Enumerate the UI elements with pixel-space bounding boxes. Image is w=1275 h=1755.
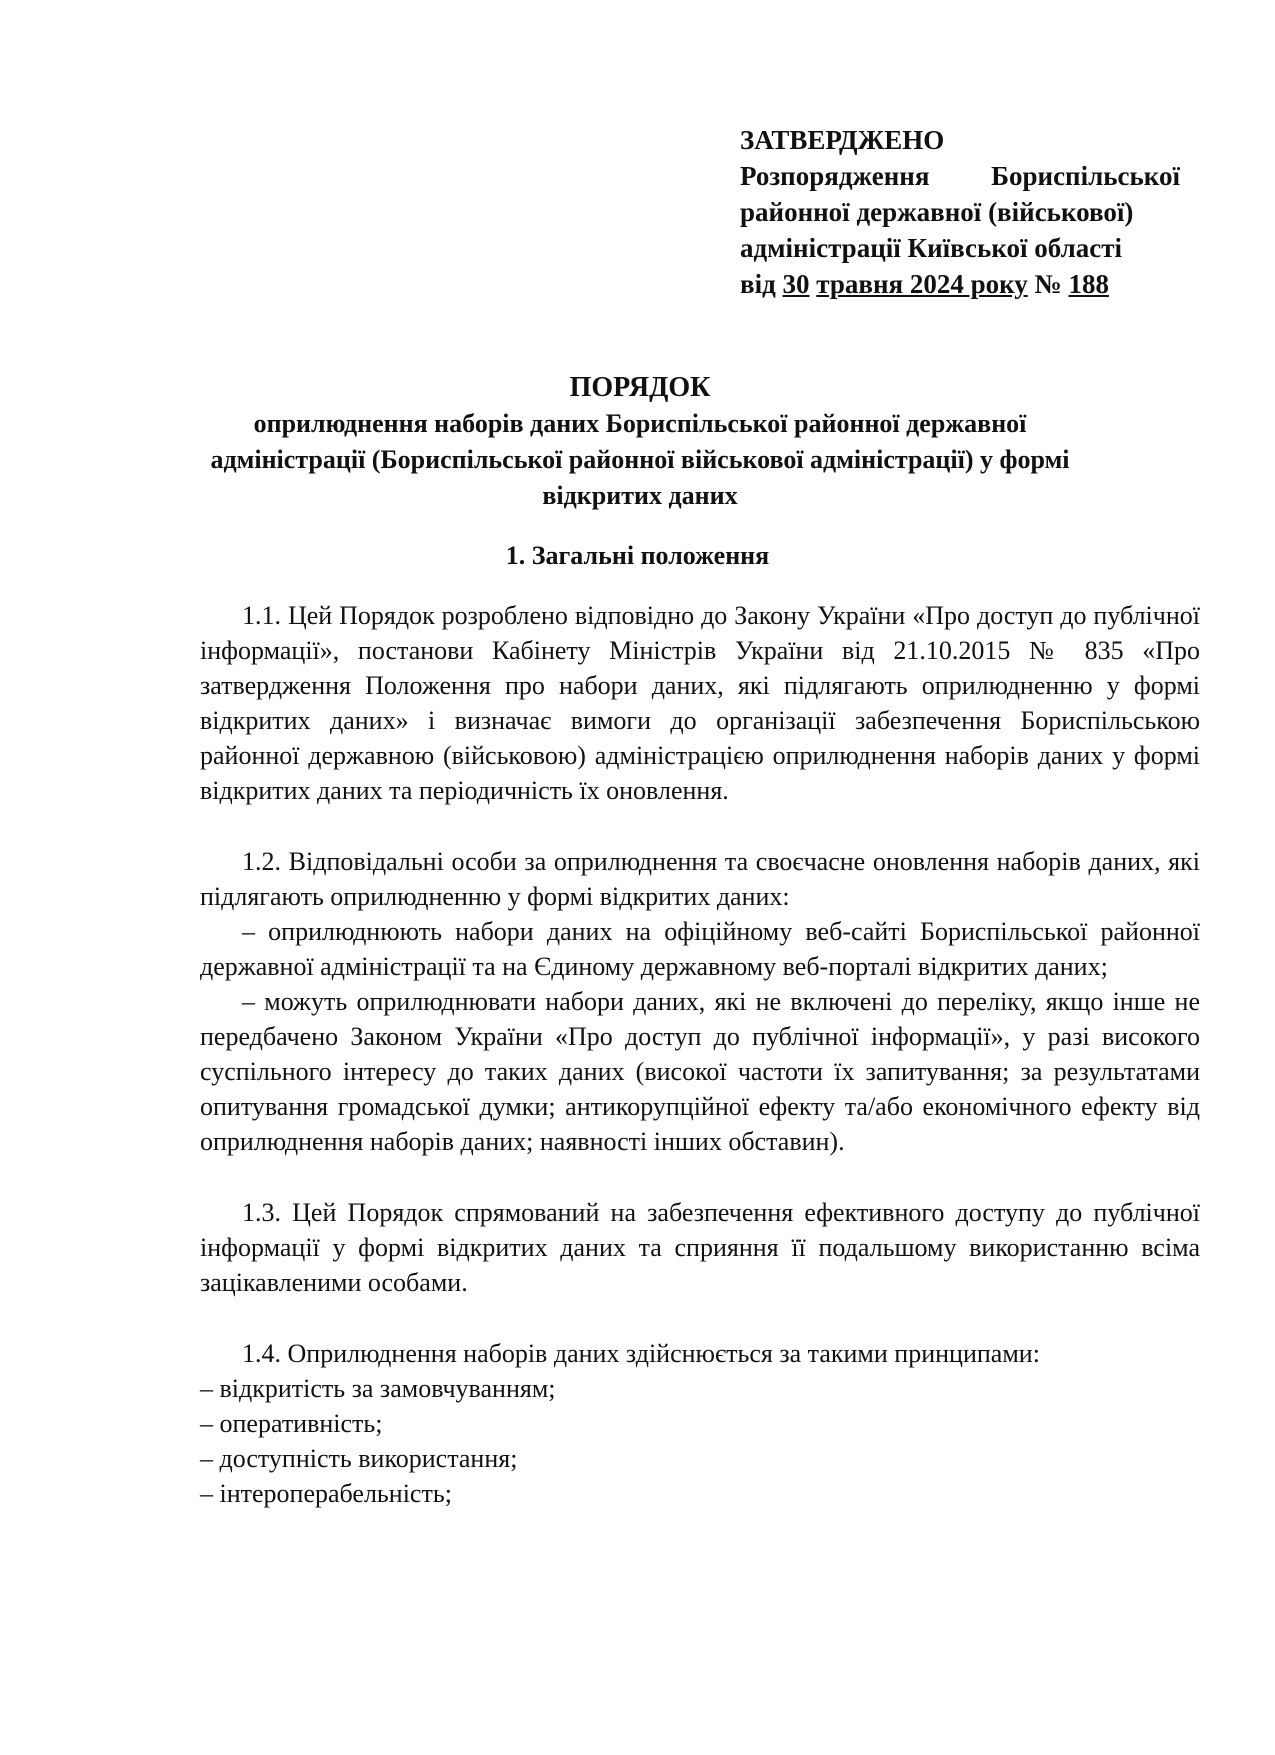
document-title: ПОРЯДОК [569,372,711,403]
document-body [200,598,1200,1511]
approval-stamp [740,122,1180,302]
paragraph-1-1: 1.1. Цей Порядок розроблено відповідно до Закону України «Про доступ до публічної інформації», постанови Кабінету Міністрів України від 21.10.2015 № 835 «Про затвердження Положення про набори даних, які підлягають оприлюдненню у формі відкритих даних» і визначає вимоги до організації забезпечення Бориспільською районної державною (військовою) адміністрацією оприлюднення наборів даних у формі відкритих даних та періодичність їх оновлення. [200,601,1200,805]
approval-number-sign: № [1034,269,1062,299]
list-item: – доступність використання; [200,1444,518,1473]
paragraph-1-2-block [200,844,1200,1159]
paragraph-1-2-dash-1: – оприлюднюють набори даних на офіційному веб-сайті Бориспільської районної державної адміністрації та на Єдиному державному веб-порталі відкритих даних; [200,917,1200,981]
approval-line-1-right: Бориспільської [991,161,1180,191]
title-block [190,370,1090,514]
approval-number: 188 [1068,269,1109,299]
approval-line-1-left: Розпорядження [740,161,930,191]
list-item: – інтероперабельність; [200,1479,452,1508]
list-item: – оперативність; [200,1409,383,1438]
approval-date-day: 30 [782,269,810,299]
paragraph-1-2-dash-2: – можуть оприлюднювати набори даних, які не включені до переліку, якщо інше не передбачено Законом України «Про доступ до публічної інформації», у разі високого суспільного інтересу до таких даних (високої частоти їх запитування; за результатами опитування громадської думки; антикорупційної ефекту та/або економічного ефекту від оприлюднення наборів даних; наявності інших обставин). [200,987,1200,1156]
approval-date-line [740,266,1180,302]
paragraph-1-3: 1.3. Цей Порядок спрямований на забезпечення ефективного доступу до публічної інформації у формі відкритих даних та сприяння її подальшому використанню всіма зацікавленими особами. [200,1198,1200,1297]
list-item: – відкритість за замовчуванням; [200,1374,556,1403]
approval-line-3: адміністрації Київської області [740,233,1122,263]
principles-list [200,1371,1200,1511]
approval-date-prefix: від [740,269,776,299]
paragraph-1-4-block [200,1336,1200,1511]
document-subtitle: оприлюднення наборів даних Бориспільської районної державної адміністрації (Бориспільської районної військової адміністрації) у формі відкритих даних [210,409,1070,510]
approval-line-2: районної державної (військової) [740,197,1134,227]
approval-date-month-year: травня 2024 року [816,269,1028,299]
paragraph-1-2: 1.2. Відповідальні особи за оприлюднення та своєчасне оновлення наборів даних, які підлягають оприлюдненню у формі відкритих даних: [200,847,1200,911]
section-heading: 1. Загальні положення [505,541,770,570]
approval-line-1 [740,158,1180,194]
approval-heading: ЗАТВЕРДЖЕНО [740,125,945,155]
paragraph-1-4: 1.4. Оприлюднення наборів даних здійснюється за такими принципами: [242,1339,1040,1368]
